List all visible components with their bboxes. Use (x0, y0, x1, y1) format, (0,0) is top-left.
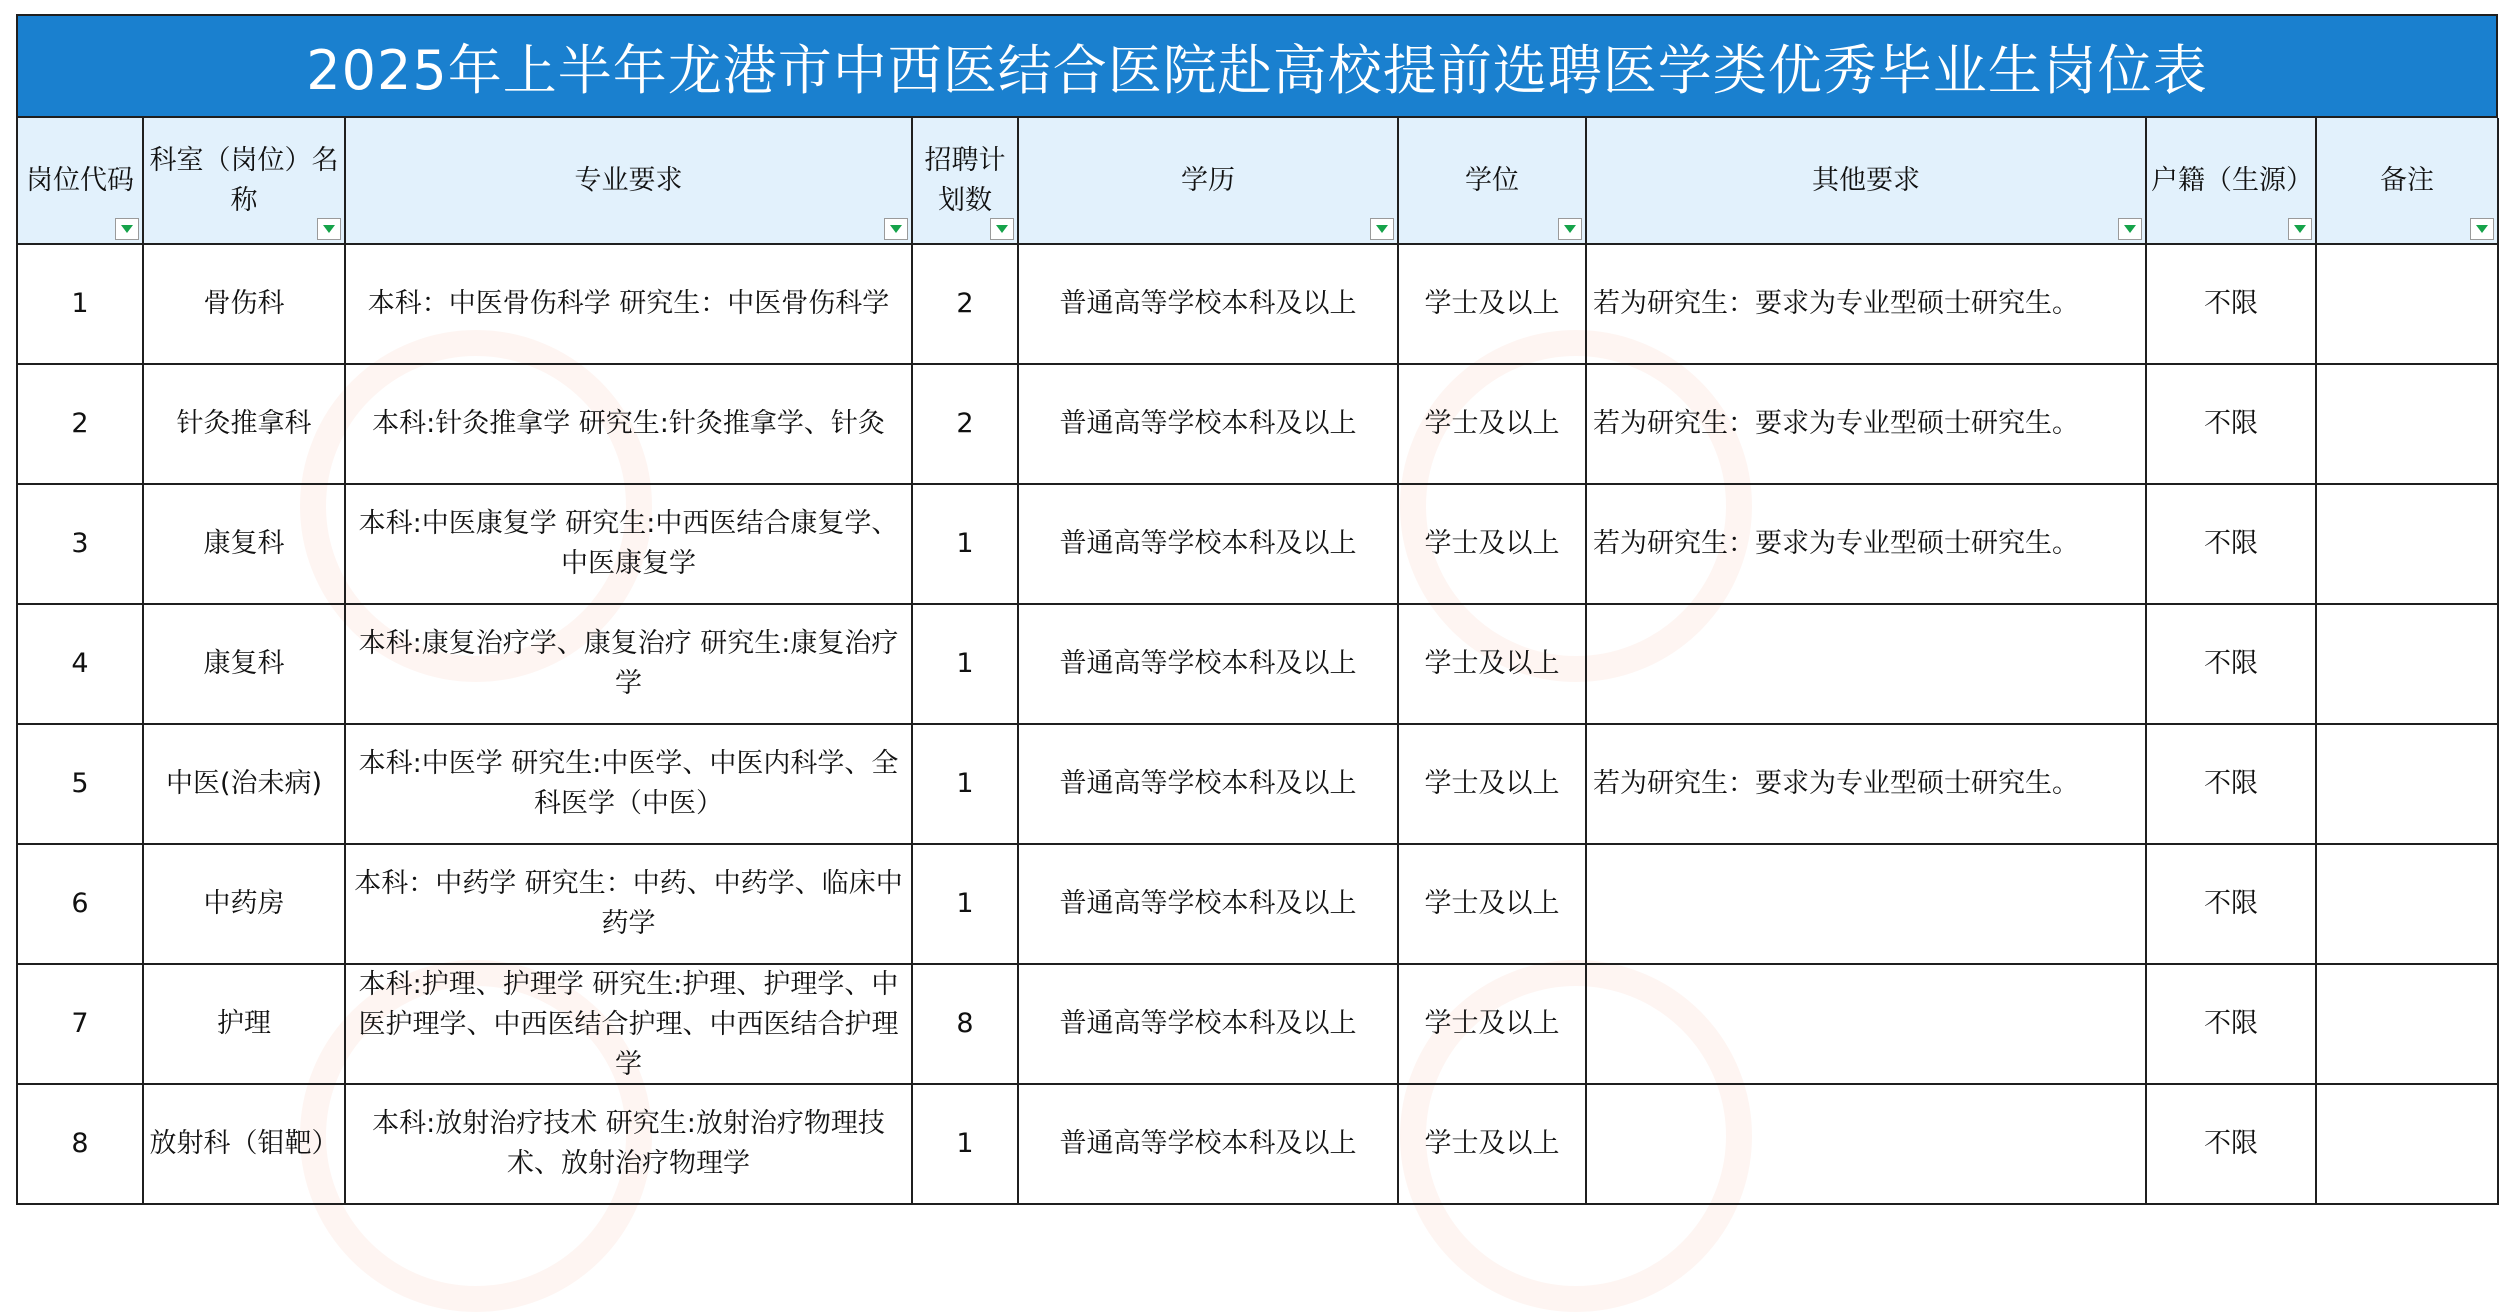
cell-count-text: 8 (956, 1008, 974, 1039)
cell-education-text: 普通高等学校本科及以上 (1059, 408, 1357, 439)
header-label: 招聘计划数 (924, 144, 1006, 216)
cell-other-requirements[interactable] (1586, 724, 2146, 844)
cell-education[interactable] (1018, 604, 1398, 724)
cell-note[interactable] (2316, 964, 2498, 1084)
cell-degree[interactable] (1398, 364, 1586, 484)
cell-code[interactable] (18, 484, 143, 604)
spreadsheet (16, 14, 2498, 1205)
header-cell (912, 118, 1018, 244)
cell-major-text: 本科:护理、护理学 研究生:护理、护理学、中医护理学、中西医结合护理、中西医结合护理学 (358, 969, 899, 1080)
cell-dept[interactable] (143, 844, 345, 964)
cell-code-text: 3 (71, 528, 89, 559)
cell-count-text: 2 (956, 288, 974, 319)
cell-hukou[interactable] (2146, 484, 2316, 604)
cell-dept-text: 中药房 (203, 888, 285, 919)
cell-major[interactable] (345, 484, 912, 604)
cell-count[interactable] (912, 604, 1018, 724)
cell-education[interactable] (1018, 844, 1398, 964)
cell-degree-text: 学士及以上 (1424, 528, 1560, 559)
cell-education-text: 普通高等学校本科及以上 (1059, 528, 1357, 559)
cell-count[interactable] (912, 964, 1018, 1084)
header-label: 户籍（生源） (2151, 164, 2313, 196)
cell-dept-text: 康复科 (203, 528, 285, 559)
cell-code[interactable] (18, 724, 143, 844)
cell-education-text: 普通高等学校本科及以上 (1059, 888, 1357, 919)
table-row (18, 244, 2498, 364)
cell-hukou-text: 不限 (2204, 768, 2258, 799)
cell-major[interactable] (345, 604, 912, 724)
header-cell (345, 118, 912, 244)
cell-count-text: 1 (956, 888, 974, 919)
positions-table (18, 118, 2499, 1205)
filter-dropdown-icon[interactable] (2470, 218, 2494, 240)
cell-hukou[interactable] (2146, 364, 2316, 484)
cell-degree[interactable] (1398, 1084, 1586, 1204)
cell-count[interactable] (912, 844, 1018, 964)
cell-degree[interactable] (1398, 964, 1586, 1084)
filter-dropdown-icon[interactable] (115, 218, 139, 240)
cell-other-requirements-text: 若为研究生：要求为专业型硕士研究生。 (1593, 528, 2079, 559)
cell-degree-text: 学士及以上 (1424, 648, 1560, 679)
cell-hukou-text: 不限 (2204, 1008, 2258, 1039)
cell-count[interactable] (912, 724, 1018, 844)
cell-code[interactable] (18, 604, 143, 724)
cell-code-text: 6 (71, 888, 89, 919)
cell-dept-text: 骨伤科 (203, 288, 285, 319)
cell-major-text: 本科：中医骨伤科学 研究生：中医骨伤科学 (367, 288, 890, 319)
cell-dept[interactable] (143, 364, 345, 484)
table-row (18, 964, 2498, 1084)
cell-note[interactable] (2316, 364, 2498, 484)
cell-count-text: 1 (956, 528, 974, 559)
cell-count-text: 2 (956, 408, 974, 439)
cell-dept[interactable] (143, 484, 345, 604)
cell-dept-text: 护理 (217, 1008, 271, 1039)
cell-education-text: 普通高等学校本科及以上 (1059, 1128, 1357, 1159)
cell-major[interactable] (345, 364, 912, 484)
cell-dept-text: 中医(治未病) (165, 768, 323, 799)
cell-hukou-text: 不限 (2204, 288, 2258, 319)
cell-major[interactable] (345, 724, 912, 844)
cell-note[interactable] (2316, 484, 2498, 604)
cell-code-text: 5 (71, 768, 89, 799)
header-label: 专业要求 (574, 164, 683, 196)
cell-code[interactable] (18, 1084, 143, 1204)
cell-major-text: 本科：中药学 研究生：中药、中药学、临床中药学 (354, 868, 903, 939)
cell-note[interactable] (2316, 604, 2498, 724)
cell-hukou[interactable] (2146, 244, 2316, 364)
cell-note[interactable] (2316, 1084, 2498, 1204)
cell-education[interactable] (1018, 964, 1398, 1084)
cell-code-text: 7 (71, 1008, 89, 1039)
cell-code[interactable] (18, 844, 143, 964)
cell-dept[interactable] (143, 604, 345, 724)
cell-education[interactable] (1018, 364, 1398, 484)
cell-code-text: 2 (71, 408, 89, 439)
cell-hukou-text: 不限 (2204, 1128, 2258, 1159)
cell-count-text: 1 (956, 648, 974, 679)
cell-count-text: 1 (956, 1128, 974, 1159)
cell-other-requirements-text: 若为研究生：要求为专业型硕士研究生。 (1593, 408, 2079, 439)
cell-dept[interactable] (143, 244, 345, 364)
cell-code[interactable] (18, 964, 143, 1084)
cell-degree[interactable] (1398, 244, 1586, 364)
cell-other-requirements-text: 若为研究生：要求为专业型硕士研究生。 (1593, 768, 2079, 799)
cell-code-text: 8 (71, 1128, 89, 1159)
header-cell (143, 118, 345, 244)
header-cell (1018, 118, 1398, 244)
cell-count[interactable] (912, 1084, 1018, 1204)
cell-education[interactable] (1018, 1084, 1398, 1204)
cell-degree[interactable] (1398, 604, 1586, 724)
cell-major-text: 本科:放射治疗技术 研究生:放射治疗物理技术、放射治疗物理学 (372, 1108, 885, 1179)
cell-dept[interactable] (143, 1084, 345, 1204)
cell-note[interactable] (2316, 724, 2498, 844)
cell-note[interactable] (2316, 844, 2498, 964)
cell-degree[interactable] (1398, 484, 1586, 604)
cell-degree[interactable] (1398, 844, 1586, 964)
filter-dropdown-icon[interactable] (317, 218, 341, 240)
cell-other-requirements[interactable] (1586, 244, 2146, 364)
cell-degree[interactable] (1398, 724, 1586, 844)
filter-dropdown-icon[interactable] (1558, 218, 1582, 240)
filter-dropdown-icon[interactable] (884, 218, 908, 240)
cell-hukou-text: 不限 (2204, 528, 2258, 559)
cell-dept-text: 针灸推拿科 (176, 408, 312, 439)
header-row (18, 118, 2498, 244)
cell-major-text: 本科:康复治疗学、康复治疗 研究生:康复治疗学 (358, 628, 899, 699)
cell-major-text: 本科:中医康复学 研究生:中西医结合康复学、中医康复学 (358, 508, 899, 579)
cell-major-text: 本科:中医学 研究生:中医学、中医内科学、全科医学（中医） (358, 748, 899, 819)
cell-hukou-text: 不限 (2204, 888, 2258, 919)
cell-degree-text: 学士及以上 (1424, 768, 1560, 799)
header-cell (1586, 118, 2146, 244)
cell-major[interactable] (345, 1084, 912, 1204)
cell-major-text: 本科:针灸推拿学 研究生:针灸推拿学、针灸 (372, 408, 885, 439)
cell-count[interactable] (912, 244, 1018, 364)
table-row (18, 724, 2498, 844)
cell-degree-text: 学士及以上 (1424, 1008, 1560, 1039)
cell-other-requirements-text: 若为研究生：要求为专业型硕士研究生。 (1593, 288, 2079, 319)
cell-major[interactable] (345, 844, 912, 964)
cell-dept-text: 康复科 (203, 648, 285, 679)
cell-education[interactable] (1018, 244, 1398, 364)
filter-dropdown-icon[interactable] (990, 218, 1014, 240)
header-cell (2316, 118, 2498, 244)
header-label: 学位 (1465, 164, 1519, 196)
cell-dept[interactable] (143, 964, 345, 1084)
header-label: 其他要求 (1812, 164, 1920, 196)
table-row (18, 484, 2498, 604)
cell-degree-text: 学士及以上 (1424, 888, 1560, 919)
cell-hukou[interactable] (2146, 844, 2316, 964)
filter-dropdown-icon[interactable] (1370, 218, 1394, 240)
cell-degree-text: 学士及以上 (1424, 288, 1560, 319)
cell-other-requirements[interactable] (1586, 484, 2146, 604)
cell-education-text: 普通高等学校本科及以上 (1059, 288, 1357, 319)
header-cell (2146, 118, 2316, 244)
cell-hukou[interactable] (2146, 604, 2316, 724)
cell-other-requirements[interactable] (1586, 964, 2146, 1084)
header-label: 学历 (1181, 164, 1235, 196)
cell-dept[interactable] (143, 724, 345, 844)
cell-education[interactable] (1018, 484, 1398, 604)
table-row (18, 364, 2498, 484)
table-row (18, 604, 2498, 724)
cell-code-text: 1 (71, 288, 89, 319)
cell-other-requirements[interactable] (1586, 1084, 2146, 1204)
cell-education-text: 普通高等学校本科及以上 (1059, 648, 1357, 679)
cell-other-requirements[interactable] (1586, 364, 2146, 484)
cell-hukou[interactable] (2146, 1084, 2316, 1204)
cell-code[interactable] (18, 244, 143, 364)
header-label: 岗位代码 (26, 164, 134, 196)
filter-dropdown-icon[interactable] (2288, 218, 2312, 240)
cell-other-requirements[interactable] (1586, 604, 2146, 724)
cell-education-text: 普通高等学校本科及以上 (1059, 1008, 1357, 1039)
cell-degree-text: 学士及以上 (1424, 1128, 1560, 1159)
cell-dept-text: 放射科（钼靶） (149, 1128, 339, 1159)
cell-hukou-text: 不限 (2204, 648, 2258, 679)
header-cell (18, 118, 143, 244)
cell-hukou[interactable] (2146, 724, 2316, 844)
cell-count-text: 1 (956, 768, 974, 799)
table-title: 2025年上半年龙港市中西医结合医院赴高校提前选聘医学类优秀毕业生岗位表 (18, 16, 2498, 118)
cell-count[interactable] (912, 364, 1018, 484)
header-label: 备注 (2380, 164, 2434, 196)
cell-education[interactable] (1018, 724, 1398, 844)
cell-education-text: 普通高等学校本科及以上 (1059, 768, 1357, 799)
table-row (18, 1084, 2498, 1204)
cell-major[interactable] (345, 244, 912, 364)
header-label: 科室（岗位）名称 (149, 144, 339, 216)
cell-hukou[interactable] (2146, 964, 2316, 1084)
cell-other-requirements[interactable] (1586, 844, 2146, 964)
cell-code[interactable] (18, 364, 143, 484)
cell-degree-text: 学士及以上 (1424, 408, 1560, 439)
filter-dropdown-icon[interactable] (2118, 218, 2142, 240)
cell-count[interactable] (912, 484, 1018, 604)
cell-note[interactable] (2316, 244, 2498, 364)
table-row (18, 844, 2498, 964)
cell-major[interactable] (345, 964, 912, 1084)
cell-code-text: 4 (71, 648, 89, 679)
header-cell (1398, 118, 1586, 244)
cell-hukou-text: 不限 (2204, 408, 2258, 439)
